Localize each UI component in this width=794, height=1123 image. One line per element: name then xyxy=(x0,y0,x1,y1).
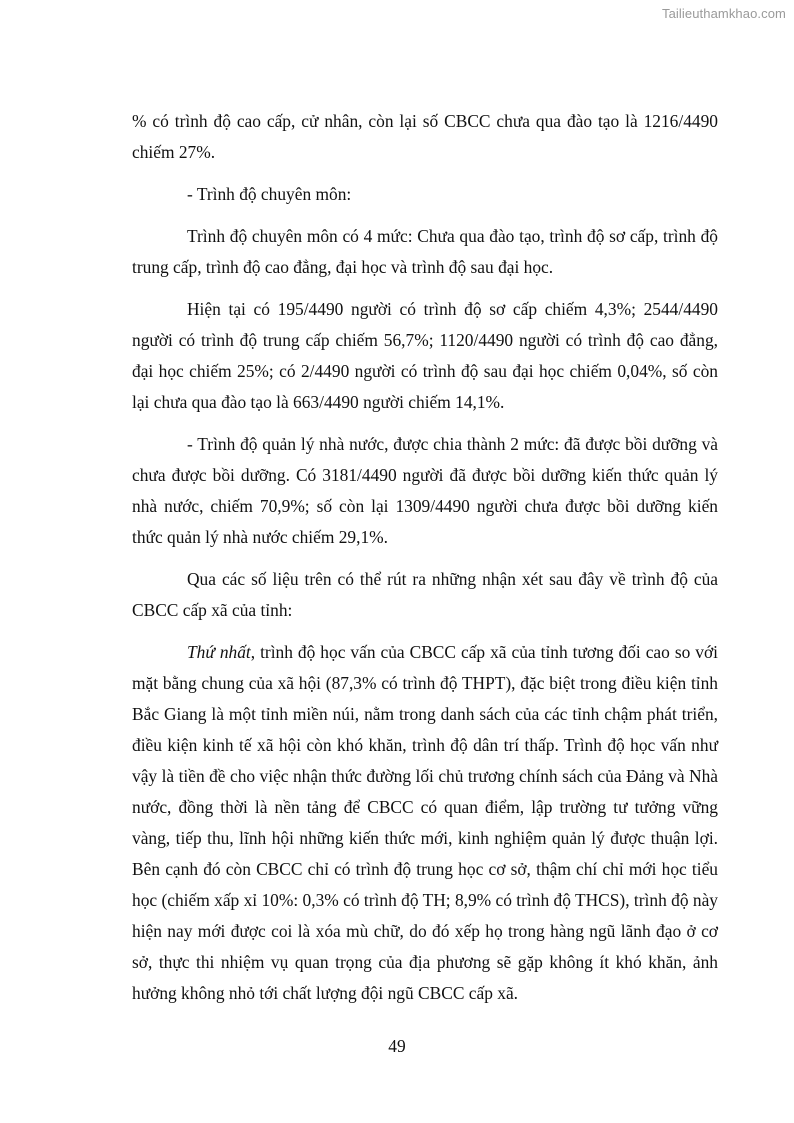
first-observation-body: , trình độ học vấn của CBCC cấp xã của tỉnh tương đối cao so với mặt bằng chung của xã hội (87,3% có trình độ THPT), đặc biệt trong điều kiện tỉnh Bắc Giang là một tỉnh miền núi, nằm trong danh sách của các tỉnh chậm phát triển, điều kiện kinh tế xã hội còn khó khăn, trình độ dân trí thấp. Trình độ học vấn như vậy là tiền đề cho việc nhận thức đường lối chủ trương chính sách của Đảng và Nhà nước, đồng thời là nền tảng để CBCC có quan điểm, lập trường tư tưởng vững vàng, tiếp thu, lĩnh hội những kiến thức mới, kinh nghiệm quản lý được thuận lợi. Bên cạnh đó còn CBCC chỉ có trình độ trung học cơ sở, thậm chí chỉ mới học tiểu học (chiếm xấp xỉ 10%: 0,3% có trình độ TH; 8,9% có trình độ THCS), trình độ này hiện nay mới được coi là xóa mù chữ, do đó xếp họ trong hàng ngũ lãnh đạo ở cơ sở, thực thi nhiệm vụ quan trọng của địa phương sẽ gặp không ít khó khăn, ảnh hưởng không nhỏ tới chất lượng đội ngũ CBCC cấp xã. xyxy=(132,642,718,1003)
heading-professional-level: - Trình độ chuyên môn: xyxy=(187,184,352,204)
page-number: 49 xyxy=(388,1036,406,1056)
paragraph-professional-levels-definition: Trình độ chuyên môn có 4 mức: Chưa qua đào tạo, trình độ sơ cấp, trình độ trung cấp, trình độ cao đẳng, đại học và trình độ sau đại học. xyxy=(132,226,718,277)
paragraph-observations-intro: Qua các số liệu trên có thể rút ra những nhận xét sau đây về trình độ của CBCC cấp xã của tỉnh: xyxy=(132,569,718,620)
document-body xyxy=(132,106,718,1020)
paragraph-education-summary: % có trình độ cao cấp, cử nhân, còn lại số CBCC chưa qua đào tạo là 1216/4490 chiếm 27%. xyxy=(132,111,718,162)
paragraph-first-observation xyxy=(132,637,718,1009)
watermark-text: Tailieuthamkhao.com xyxy=(661,6,786,21)
paragraph-professional-levels-stats: Hiện tại có 195/4490 người có trình độ sơ cấp chiếm 4,3%; 2544/4490 người có trình độ trung cấp chiếm 56,7%; 1120/4490 người có trình độ cao đẳng, đại học chiếm 25%; có 2/4490 người có trình độ sau đại học chiếm 0,04%, số còn lại chưa qua đào tạo là 663/4490 người chiếm 14,1%. xyxy=(132,299,718,412)
first-observation-lead: Thứ nhất xyxy=(187,642,251,662)
paragraph-state-management-level: - Trình độ quản lý nhà nước, được chia thành 2 mức: đã được bồi dưỡng và chưa được bồi dưỡng. Có 3181/4490 người đã được bồi dưỡng kiến thức quản lý nhà nước, chiếm 70,9%; số còn lại 1309/4490 người chưa được bồi dưỡng kiến thức quản lý nhà nước chiếm 29,1%. xyxy=(132,434,718,547)
